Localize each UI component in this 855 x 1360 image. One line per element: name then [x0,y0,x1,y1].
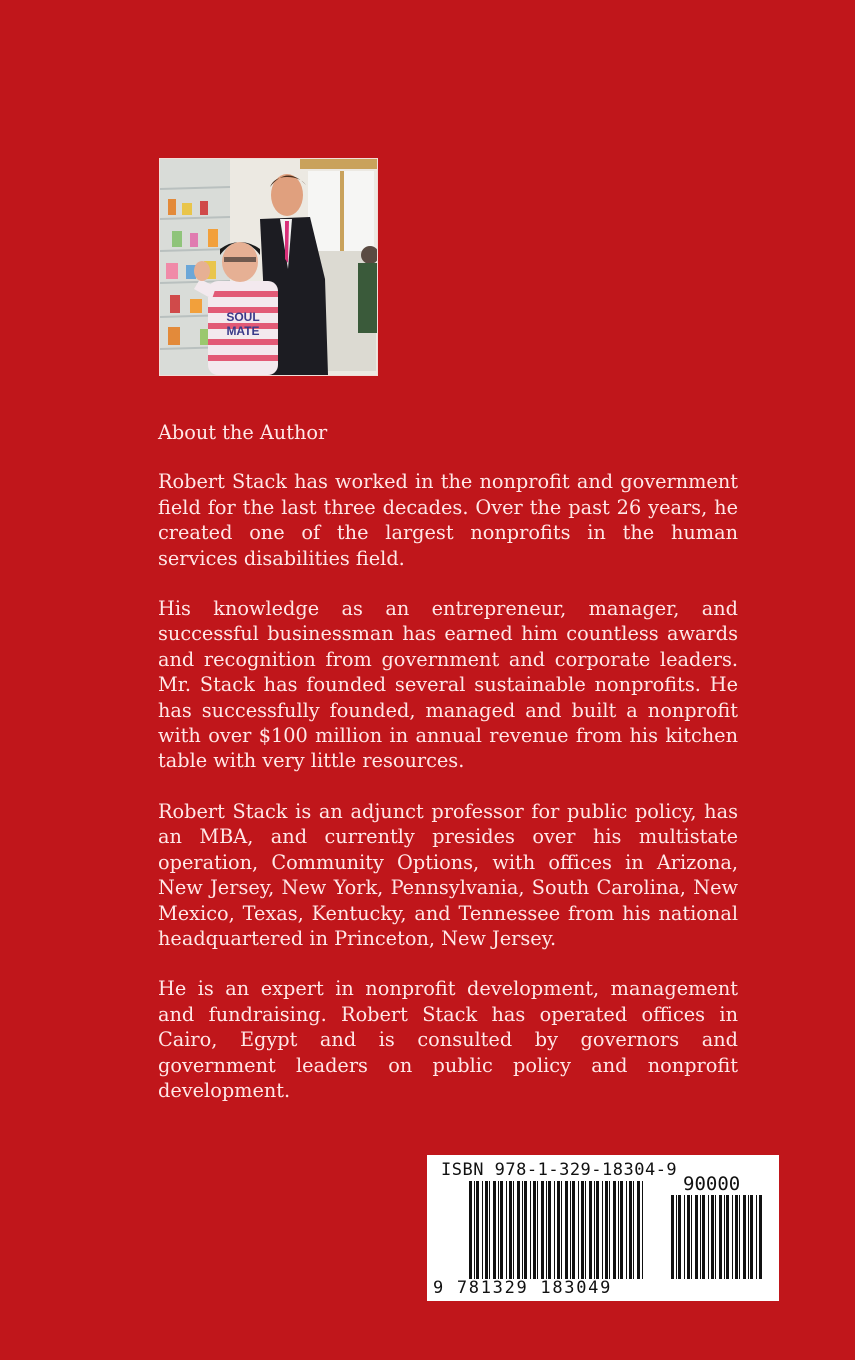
shirt-text-mate: MATE [226,324,260,338]
barcode-bar [642,1181,643,1279]
barcode-bar [594,1181,595,1279]
ean-bars [469,1181,643,1279]
barcode-bar [708,1195,709,1279]
barcode-bar [609,1181,610,1279]
author-photo [159,158,378,376]
barcode-bar [678,1195,681,1279]
barcode-bar [485,1181,488,1279]
barcode-bar [546,1181,547,1279]
barcode-bar [732,1195,733,1279]
barcode-bar [589,1181,592,1279]
barcode-bar [537,1181,538,1279]
barcode-bar [524,1181,527,1279]
barcode-bar [498,1181,499,1279]
barcode-bar [561,1181,562,1279]
barcode-bar [578,1181,579,1279]
barcode-bar [759,1195,762,1279]
barcode-bar [509,1181,512,1279]
barcode-bar [684,1195,685,1279]
barcode-bar [719,1195,722,1279]
barcode-bar [548,1181,551,1279]
barcode-addon-digits: 90000 [683,1173,741,1195]
barcode-bar [691,1195,692,1279]
barcode-bar [541,1181,544,1279]
barcode-bar [620,1181,623,1279]
barcode-bar [500,1181,503,1279]
barcode-bar [671,1195,674,1279]
bio-paragraph-2: His knowledge as an entrepreneur, manager, and successful businessman has earned him countless awards and recognition from government and corporate leaders. Mr. Stack has founded several sustainable nonprofits. He has successfully founded, managed and built a nonprofit with over $100 million in annual revenue from his kitchen table with very little resources. [158,597,738,773]
barcode-bar [695,1195,698,1279]
barcode-bar [750,1195,753,1279]
addon-bars [671,1195,762,1279]
barcode-bar [565,1181,568,1279]
barcode-bar [724,1195,725,1279]
barcode-bar [585,1181,586,1279]
barcode-bar [629,1181,632,1279]
barcode-bar [506,1181,507,1279]
barcode-bar [715,1195,716,1279]
bio-paragraph-3: Robert Stack is an adjunct professor for public policy, has an MBA, and currently presides over his multistate operation, Community Options, with offices in Arizona, New Jersey, New York, Pennsylvania, South Carolina, New Mexico, Texas, Kentucky, and Tennessee from his national headquartered in Princeton, New Jersey. [158,799,738,950]
isbn-barcode [427,1155,779,1301]
barcode-bar [700,1195,701,1279]
barcode-bar [476,1181,479,1279]
barcode-bar [756,1195,757,1279]
barcode-bar [570,1181,571,1279]
barcode-bar [687,1195,690,1279]
isbn-label: ISBN 978-1-329-18304-9 [441,1160,678,1180]
barcode-bar [748,1195,749,1279]
barcode-bar [513,1181,514,1279]
barcode-bar [557,1181,560,1279]
barcode-bar [581,1181,584,1279]
barcode-bar [469,1181,472,1279]
barcode-bar [522,1181,523,1279]
bio-paragraph-4: He is an expert in nonprofit development, management and fundraising. Robert Stack has operated offices in Cairo, Egypt and is consulted by governors and government leaders on public policy and nonprofit development. [158,977,738,1102]
barcode-bar [605,1181,608,1279]
ean-digits: 9 781329 183049 [433,1278,613,1298]
barcode-bar [743,1195,746,1279]
bio-paragraph-1: Robert Stack has worked in the nonprofit and government field for the last three decades. Over the past 26 years, he created one of the largest nonprofits in the human services disabilities field. [158,470,738,570]
author-photo-image [160,159,377,375]
barcode-bar [474,1181,475,1279]
barcode-bar [637,1181,640,1279]
barcode-bar [739,1195,740,1279]
barcode-bar [554,1181,555,1279]
barcode-bar [602,1181,603,1279]
barcode-bar [596,1181,599,1279]
barcode-bar [711,1195,714,1279]
barcode-bar [517,1181,520,1279]
about-author-heading: About the Author [158,421,328,444]
barcode-bar [493,1181,496,1279]
barcode-bar [618,1181,619,1279]
shirt-text-soul: SOUL [226,310,260,324]
barcode-bar [530,1181,531,1279]
barcode-bar [482,1181,483,1279]
barcode-bar [633,1181,634,1279]
barcode-bar [726,1195,729,1279]
barcode-bar [626,1181,627,1279]
barcode-bar [676,1195,677,1279]
barcode-bar [702,1195,705,1279]
barcode-bar [533,1181,536,1279]
about-author-section [158,420,738,1128]
barcode-bar [613,1181,616,1279]
barcode-bar [489,1181,490,1279]
barcode-bar [572,1181,575,1279]
barcode-bar [735,1195,738,1279]
